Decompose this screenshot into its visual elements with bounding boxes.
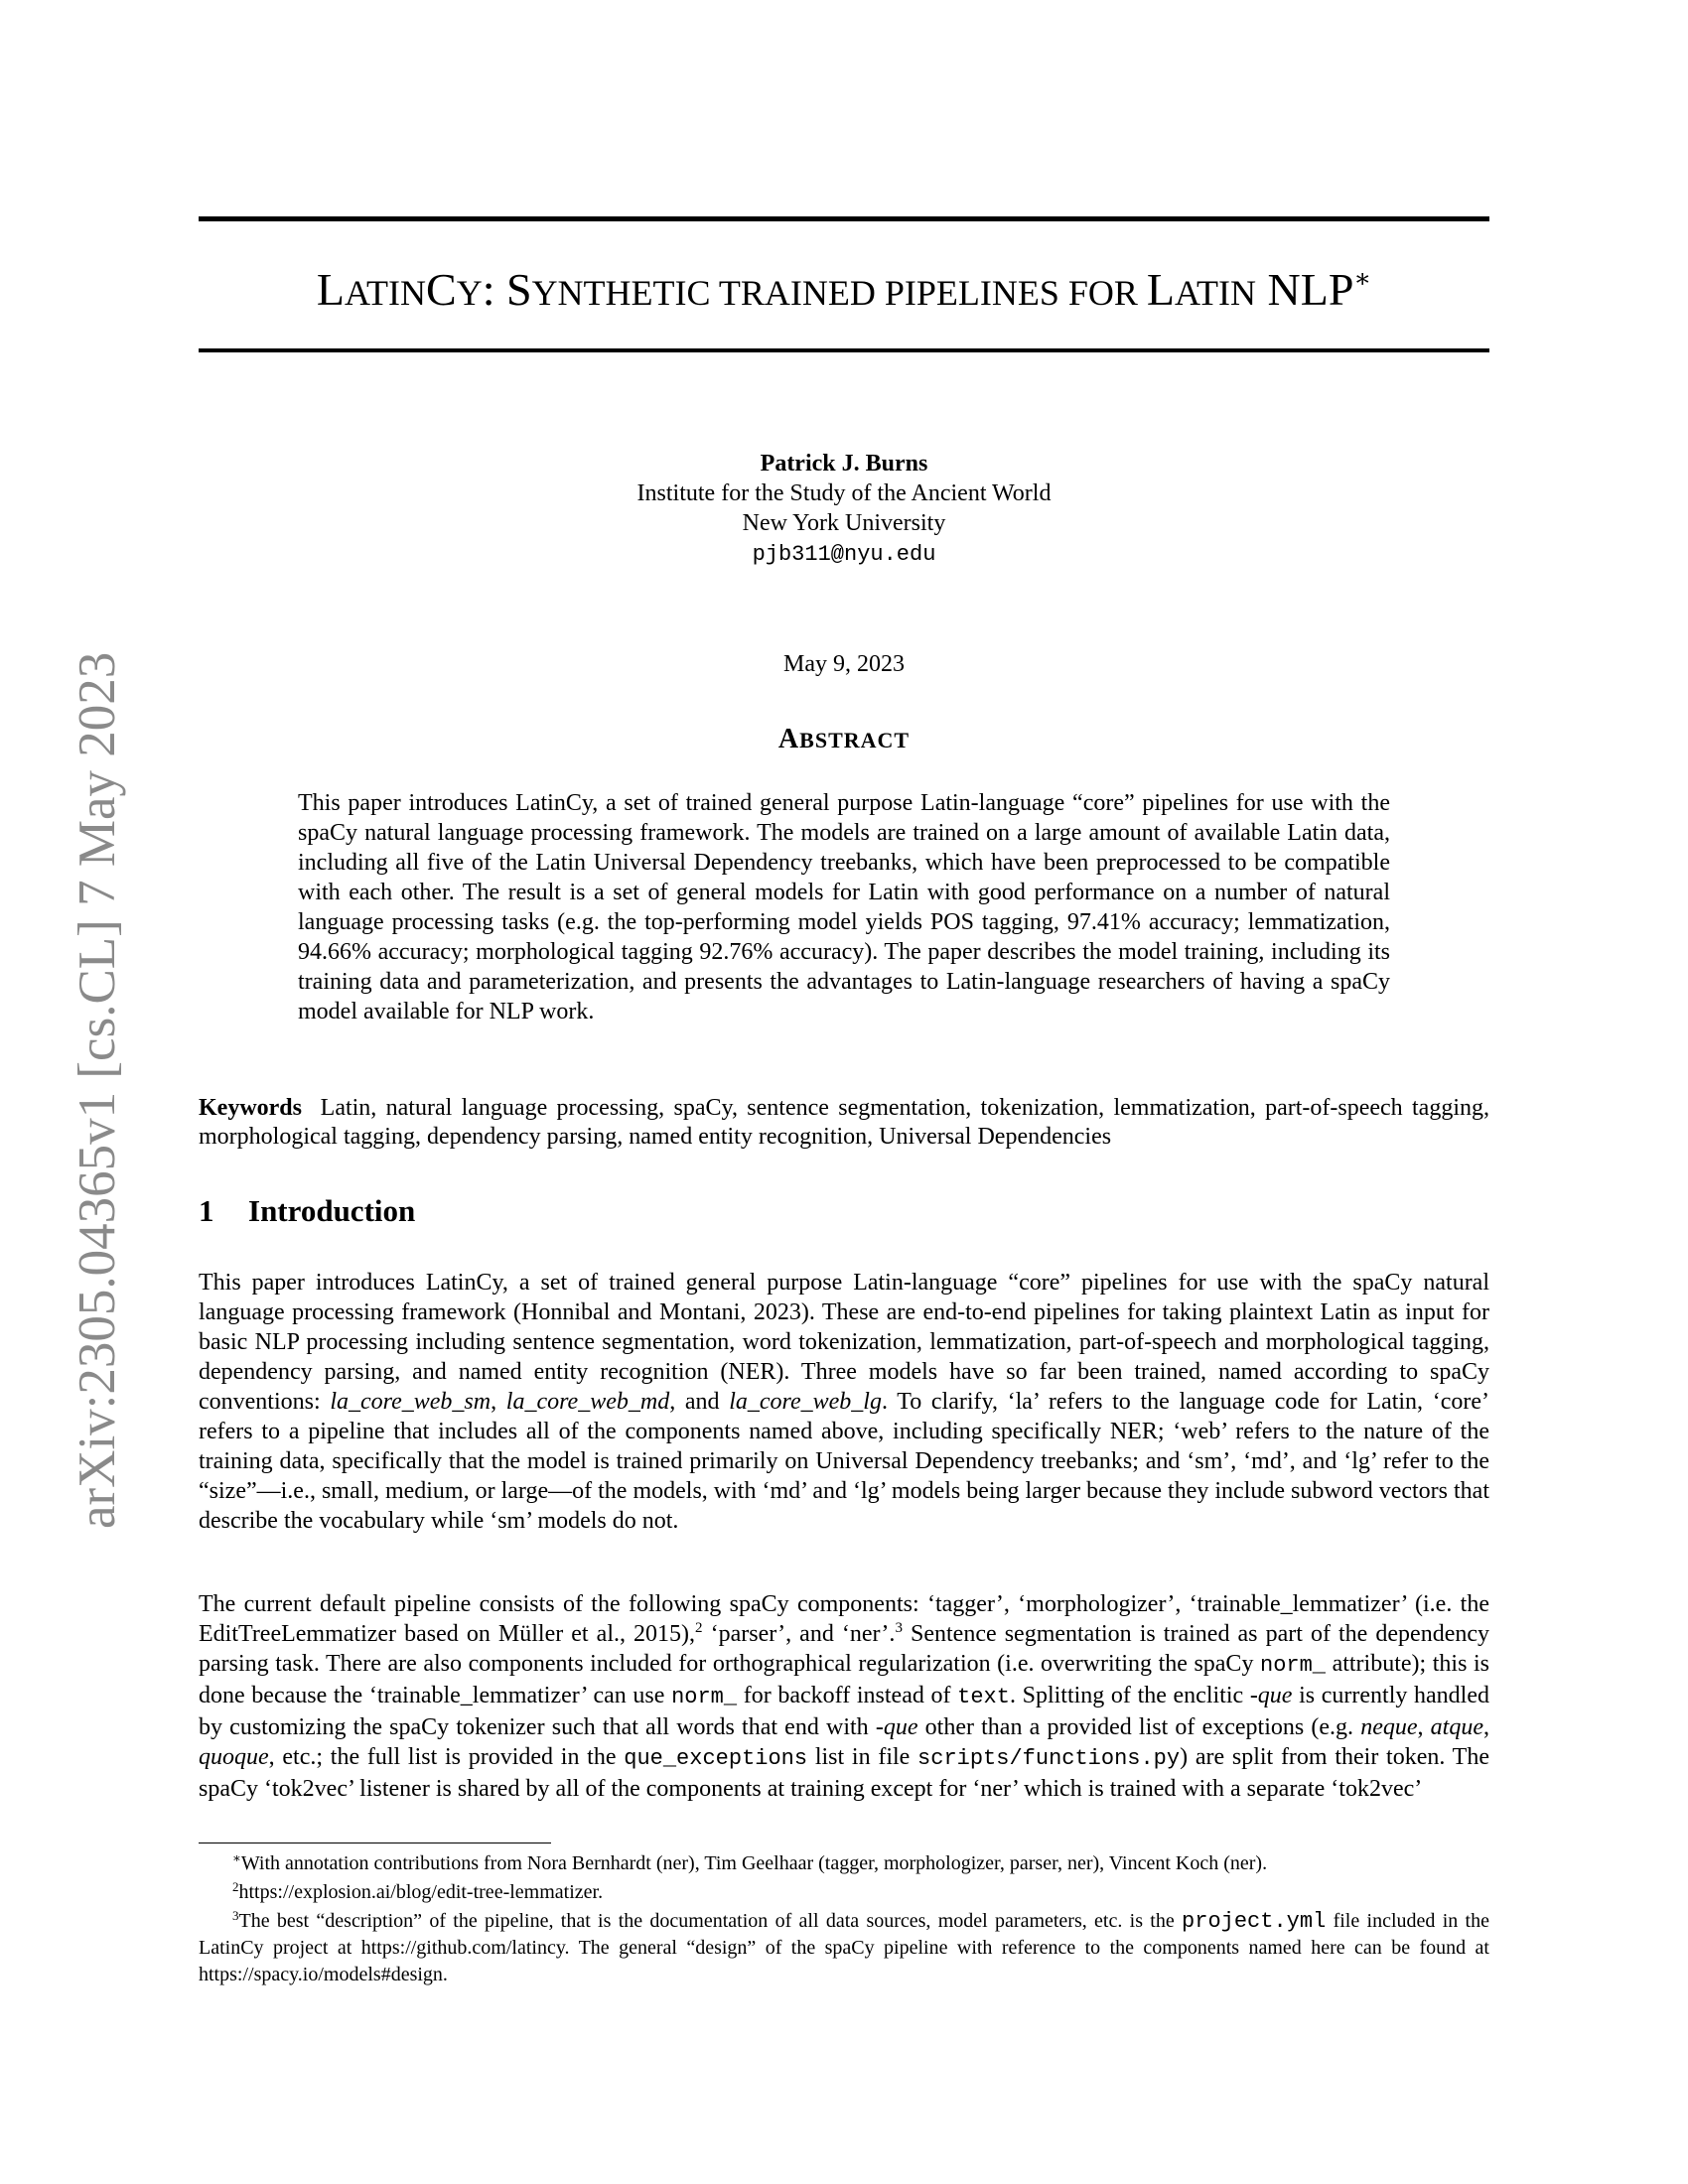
- author-university: New York University: [742, 510, 946, 536]
- title-footnote-mark: ∗: [1353, 264, 1372, 293]
- footnote-1: ∗With annotation contributions from Nora Bernhardt (ner), Tim Geelhaar (tagger, morphologizer, parser, ner), Vincent Koch (ner).: [232, 1850, 1268, 1874]
- paper-title: LATINCY: SYNTHETIC TRAINED PIPELINES FOR LATIN NLP∗: [316, 264, 1372, 315]
- title-rule-top: [199, 216, 1489, 221]
- footnote-ref-3: 3: [895, 1620, 903, 1636]
- title-rule-bottom: [199, 348, 1489, 352]
- keywords-label: Keywords: [199, 1095, 302, 1121]
- footnote-ref-2: 2: [695, 1620, 703, 1636]
- abstract-text: This paper introduces LatinCy, a set of trained general purpose Latin-language “core” pipelines for use with the spaCy natural language processing framework. The models are trained on a large amount of available Latin data, including all five of the Latin Universal Dependency treebanks, which have been preprocessed to be compatible with each other. The result is a set of general models for Latin with good performance on a number of natural language processing tasks (e.g. the top-performing model yields POS tagging, 97.41% accuracy; lemmatization, 94.66% accuracy; morphological tagging 92.76% accuracy). The paper describes the model training, including its training data and parameterization, and presents the advantages to Latin-language researchers of having a spaCy model available for NLP work.: [298, 790, 1390, 1024]
- footnote-2: $^2$https://explosion.ai/blog/edit-tree-lemmatizer.: [232, 1879, 604, 1903]
- footnote-3: $^3$The best “description” of the pipeline, that is the documentation of all data sources, model parameters, etc. is the project.yml file included in the LatinCy project at https://github.com/latincy. The general “design” of the spaCy pipeline with reference to the components named here can be found at https://spacy.io/models#design.: [199, 1908, 1489, 1985]
- paper-date: May 9, 2023: [783, 651, 905, 677]
- abstract-heading: ABSTRACT: [777, 724, 911, 754]
- intro-paragraph-1: This paper introduces LatinCy, a set of trained general purpose Latin-language “core” pipelines for use with the spaCy natural language processing framework (Honnibal and Montani, 2023). These are end-to-end pipelines for taking plaintext Latin as input for basic NLP processing including sentence segmentation, word tokenization, lemmatization, part-of-speech and morphological tagging, dependency parsing, and named entity recognition (NER). Three models have so far been trained, named according to spaCy conventions: la_core_web_sm, la_core_web_md, and la_core_web_lg. To clarify, ‘la’ refers to the language code for Latin, ‘core’ refers to a pipeline that includes all of the components named above, including specifically NER; ‘web’ refers to the nature of the training data, specifically that the model is trained primarily on Universal Dependency treebanks; and ‘sm’, ‘md’, and ‘lg’ refer to the “size”—i.e., small, medium, or large—of the models, with ‘md’ and ‘lg’ models being larger because they include subword vectors that describe the vocabulary while ‘sm’ models do not.: [199, 1270, 1490, 1534]
- arxiv-sidebar-stamp: arXiv:2305.04365v1 [cs.CL] 7 May 2023: [69, 651, 126, 1529]
- keywords-list: Latin, natural language processing, spaCy, sentence segmentation, tokenization, lemmatization, part-of-speech tagging, morphological tagging, dependency parsing, named entity recognition, Universal Dependencies: [199, 1095, 1489, 1150]
- author-name: Patrick J. Burns: [760, 451, 928, 477]
- author-email: pjb311@nyu.edu: [752, 542, 936, 567]
- keywords: [199, 1094, 1489, 1152]
- author-affiliation: Institute for the Study of the Ancient World: [636, 480, 1052, 506]
- intro-paragraph-2: The current default pipeline consists of the following spaCy components: ‘tagger’, ‘morphologizer’, ‘trainable_lemmatizer’ (i.e. the EditTreeLemmatizer based on Müller et al., 2015),$^2$ ‘parser’, and ‘ner’.$^3$ Sentence segmentation is trained as part of the dependency parsing task. There are also components included for orthographical regularization (i.e. overwriting the spaCy norm_ attribute); this is done because the ‘trainable_lemmatizer’ can use norm_ for backoff instead of text. Splitting of the enclitic -que is currently handled by customizing the spaCy tokenizer such that all words that end with -que other than a provided list of exceptions (e.g. neque, atque, quoque, etc.; the full list is provided in the que_exceptions list in file scripts/functions.py) are split from their token. The spaCy ‘tok2vec’ listener is shared by all of the components at training except for ‘ner’ which is trained with a separate ‘tok2vec’: [199, 1591, 1490, 1802]
- section-heading: 1 Introduction: [199, 1193, 416, 1228]
